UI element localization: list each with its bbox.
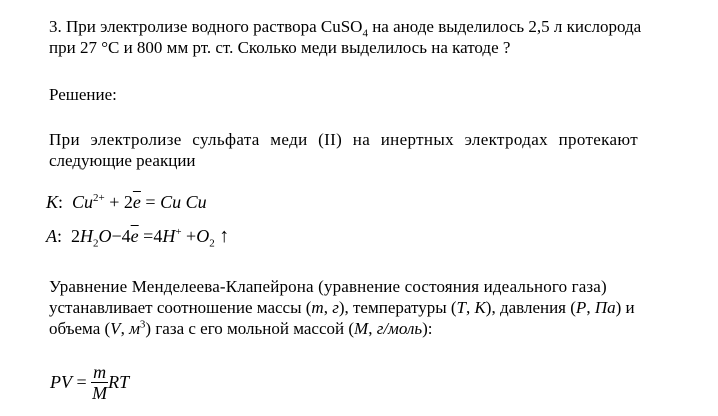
colon: : [57, 226, 63, 246]
text: , [323, 298, 333, 317]
coefficient: 4 [121, 226, 131, 246]
minus-sign: − [111, 226, 122, 246]
equals-sign: = [145, 192, 156, 212]
mendeleev-line-1: Уравнение Менделеева-Клапейрона (уравнение состояния идеального газа) [49, 277, 607, 296]
problem-line-1 [49, 16, 705, 40]
subscript: 2 [93, 237, 99, 250]
copper-product: Cu Cu [160, 192, 207, 212]
problem-line-2: при 27 °С и 800 мм рт. ст. Сколько меди выделилось на катоде ? [49, 38, 511, 57]
text: , [368, 319, 377, 338]
intro-line-2: следующие реакции [49, 151, 196, 170]
equals-sign: = [76, 372, 87, 392]
gas-arrow-icon: ↑ [219, 225, 230, 247]
ion-charge: + [175, 226, 182, 238]
equals-sign: = [143, 226, 154, 246]
coefficient: 4 [153, 226, 163, 246]
oxygen-symbol: O [196, 226, 210, 246]
var-temperature: T [456, 298, 466, 317]
subscript: 2 [209, 237, 215, 250]
intro-line-1: При электролизе сульфата меди (II) на инертных электродах протекают [49, 130, 639, 149]
cathode-label: K [46, 192, 59, 212]
text: ), давления ( [485, 298, 576, 317]
text: объема ( [49, 319, 111, 338]
mendeleev-paragraph [49, 276, 705, 339]
text: , [586, 298, 595, 317]
subscript: 4 [362, 27, 368, 40]
plus-sign: + [186, 226, 197, 246]
coefficient: 2 [71, 226, 81, 246]
var-volume: V [110, 319, 121, 338]
unit-cubic-meter: м [129, 319, 140, 338]
ideal-gas-equation [50, 362, 129, 403]
mendeleev-line-3 [49, 318, 705, 339]
fraction [91, 362, 108, 403]
text: , [466, 298, 475, 317]
electron-symbol: $\overline{e}$ [130, 226, 139, 246]
mendeleev-line-2 [49, 297, 705, 318]
oxygen-symbol: O [98, 226, 112, 246]
solution-heading: Решение: [49, 85, 117, 104]
cathode-equation [46, 192, 207, 213]
unit-kelvin: К [474, 298, 486, 317]
problem-statement [49, 16, 705, 58]
text: ) и [615, 298, 635, 317]
problem-text: на аноде выделилось 2,5 л кислорода [367, 17, 642, 36]
text: , [120, 319, 130, 338]
text: ) газа с его мольной массой ( [145, 319, 355, 338]
hydrogen-ion: H [162, 226, 176, 246]
unit-pascal: Па [594, 298, 616, 317]
text: ), температуры ( [338, 298, 457, 317]
rt-term: RT [108, 372, 130, 392]
intro-paragraph [49, 129, 705, 171]
text: устанавливает соотношение массы ( [49, 298, 312, 317]
var-mass: m [311, 298, 324, 317]
text: ): [422, 319, 433, 338]
var-molar-mass: M [354, 319, 369, 338]
anode-equation [46, 225, 230, 250]
coefficient: 2 [123, 192, 133, 212]
anode-label: A [46, 226, 57, 246]
colon: : [58, 192, 64, 212]
hydrogen-symbol: H [80, 226, 94, 246]
var-pressure: P [575, 298, 587, 317]
ion-charge: 2+ [93, 192, 105, 204]
fraction-denominator: M [92, 383, 108, 403]
unit-gram: г [332, 298, 339, 317]
plus-sign: + [109, 192, 120, 212]
fraction-numerator: m [93, 362, 107, 382]
pv-term: PV [50, 372, 72, 392]
electron-symbol: $\overline{e}$ [132, 192, 141, 212]
problem-text: 3. При электролизе водного раствора CuSO [49, 17, 363, 36]
copper-ion: Cu [72, 192, 94, 212]
unit-gram-per-mol: г/моль [376, 319, 423, 338]
exponent: 3 [139, 318, 146, 331]
